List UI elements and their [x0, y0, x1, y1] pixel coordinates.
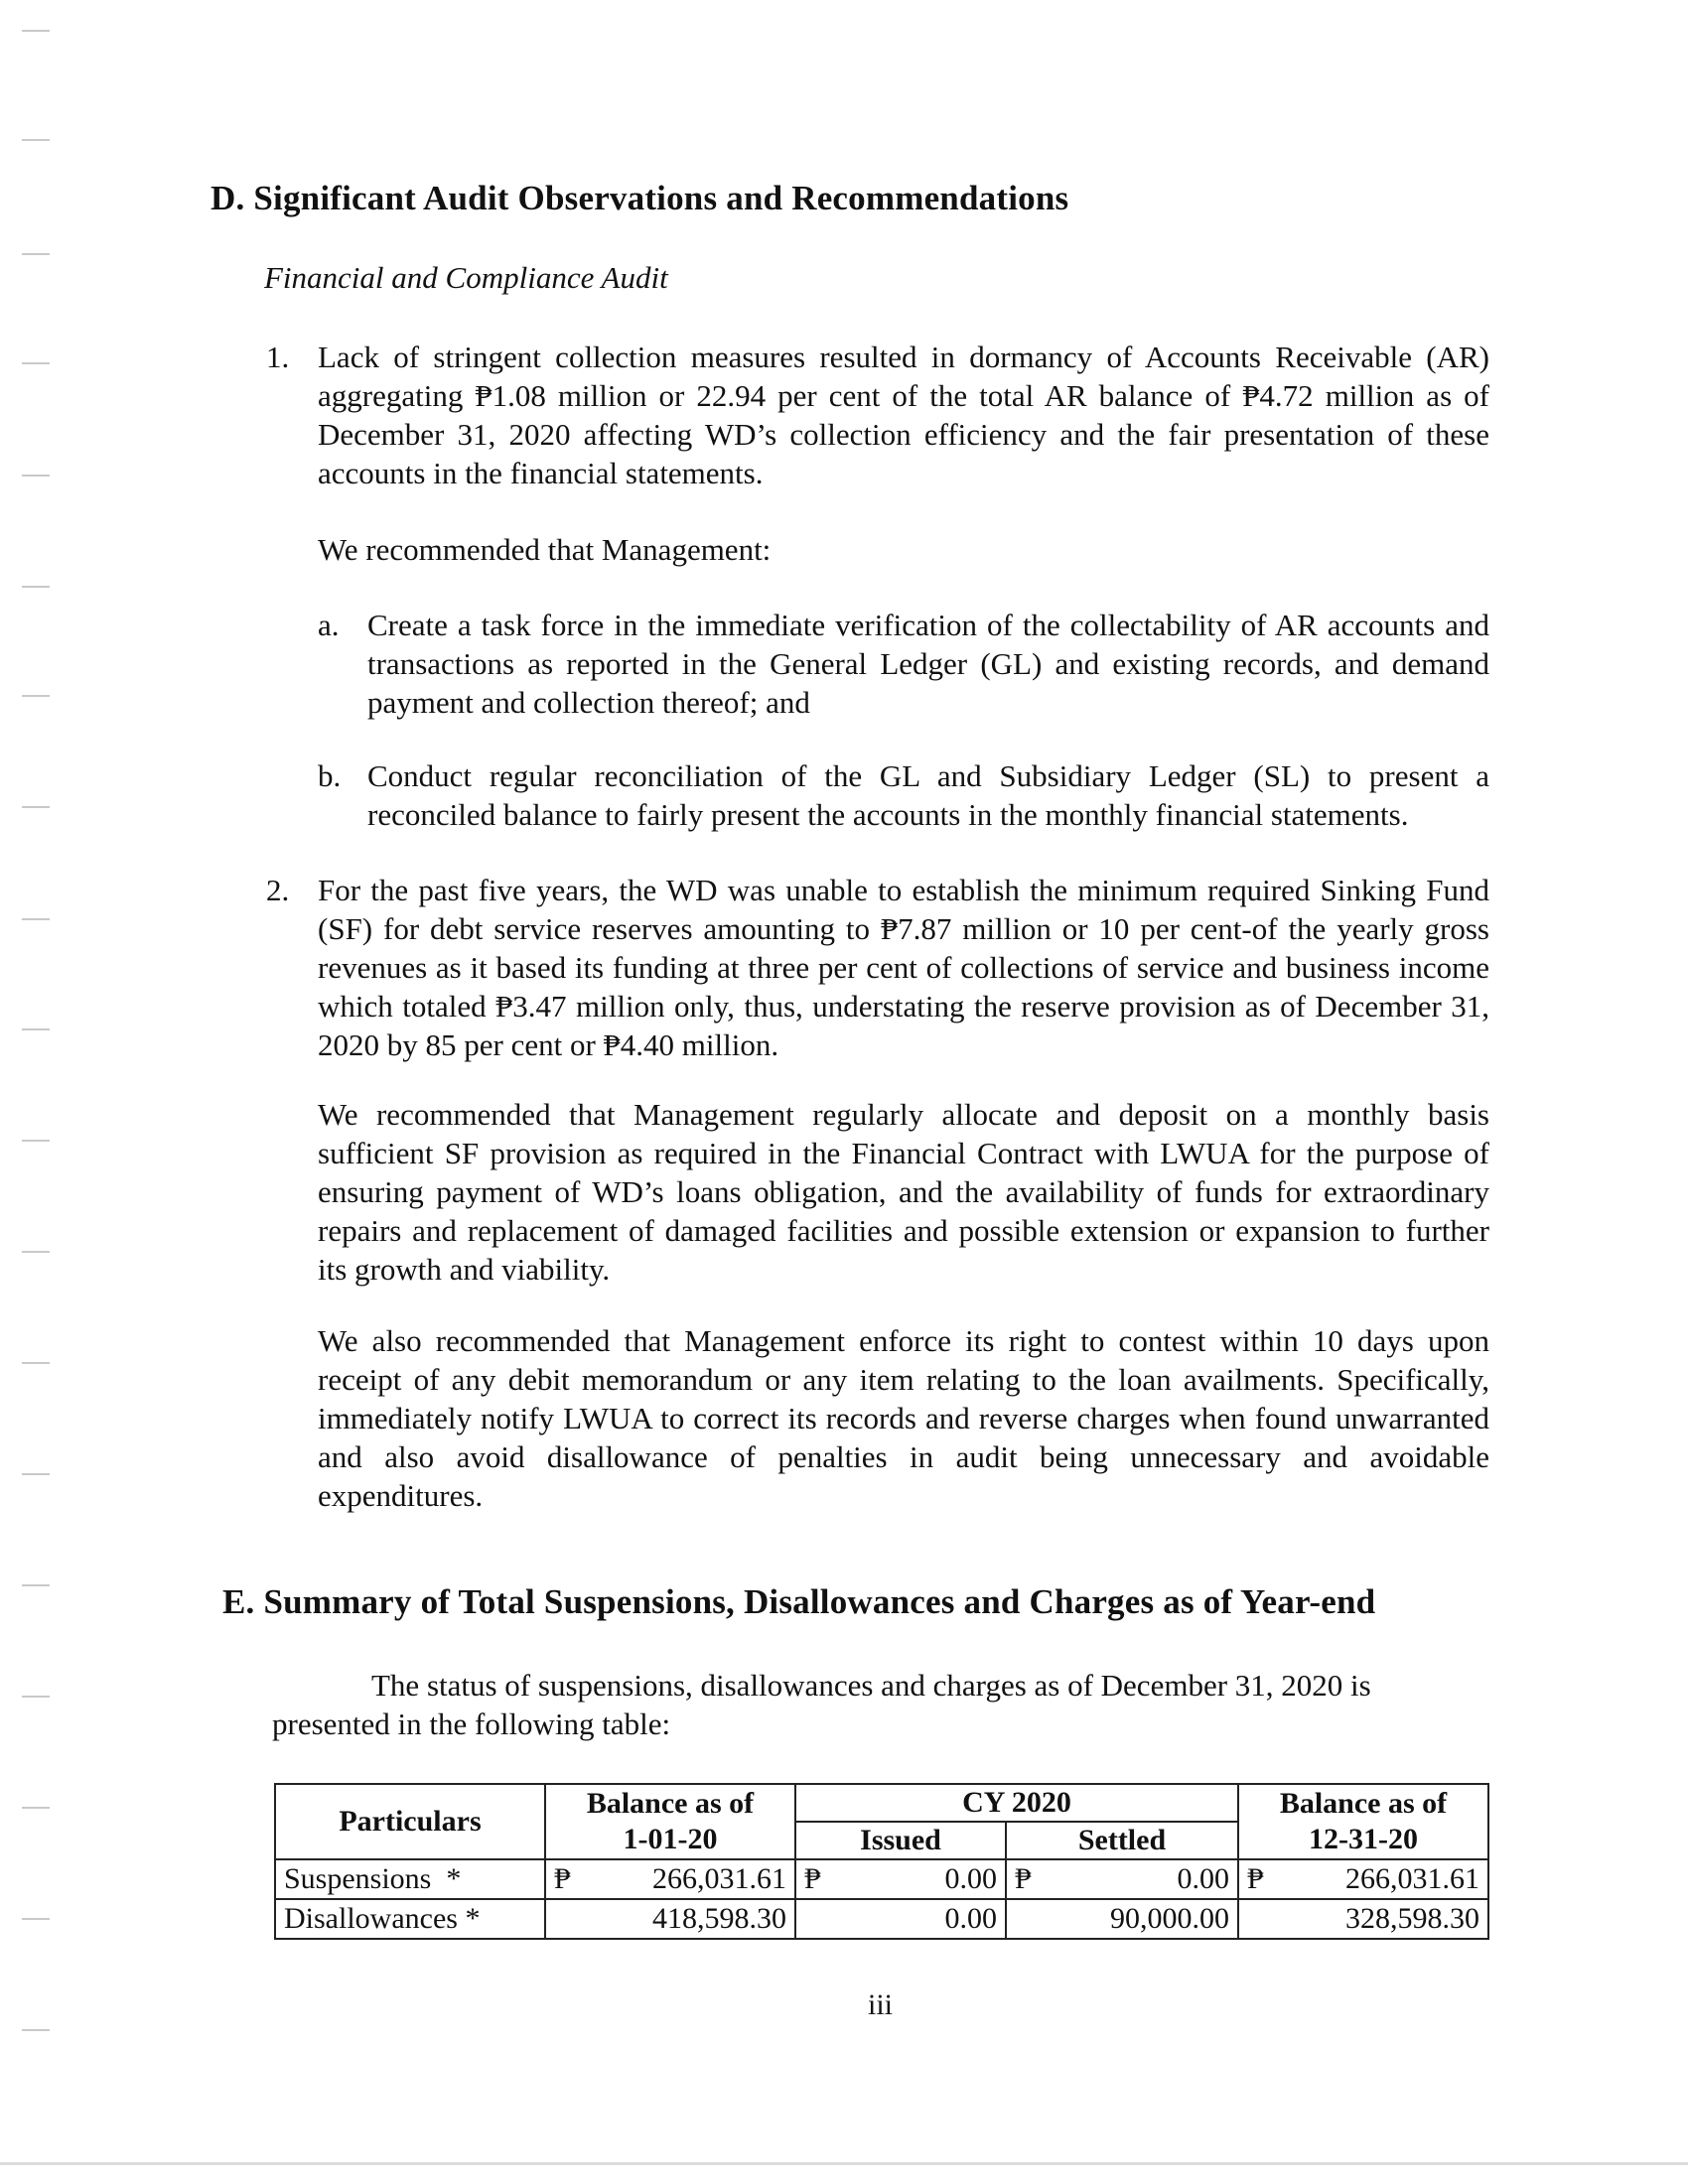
- item-2-number: 2.: [266, 873, 290, 907]
- suspensions-disallowances-table: [274, 1783, 1489, 1940]
- settled-value: 0.00: [1177, 1862, 1229, 1895]
- header-closing-line1: Balance as of: [1279, 1787, 1448, 1820]
- closing-value: 266,031.61: [1345, 1862, 1479, 1895]
- scan-margin-marks: [22, 0, 52, 2184]
- section-e-intro: The status of suspensions, disallowances and charges as of December 31, 2020 is presented in the following table:: [272, 1668, 1371, 1741]
- header-closing-balance: [1238, 1784, 1488, 1859]
- scan-bottom-edge: [0, 2162, 1688, 2165]
- row-issued: [795, 1859, 1006, 1899]
- header-particulars: Particulars: [275, 1784, 545, 1859]
- item-1a-text: Create a task force in the immediate verification of the collectability of AR accounts and transactions as reported in the General Ledger (GL) and existing records, and demand payment and collection thereof; and: [367, 608, 1489, 720]
- item-1-number: 1.: [266, 340, 290, 374]
- row-opening: [545, 1859, 795, 1899]
- section-d-subheading: Financial and Compliance Audit: [264, 260, 668, 295]
- opening-value: 266,031.61: [652, 1862, 786, 1895]
- row-closing: [1238, 1859, 1488, 1899]
- item-2-observation: For the past five years, the WD was unable to establish the minimum required Sinking Fund (SF) for debt service reserves amounting to ₱7.87 million or 10 per cent-of the yearly gross revenues as it based its funding at three per cent of collections of service and business income which totaled ₱3.47 million only, thus, understating the reserve provision as of December 31, 2020 by 85 per cent or ₱4.40 million.: [318, 873, 1489, 1062]
- item-1b-text: Conduct regular reconciliation of the GL and Subsidiary Ledger (SL) to present a reconciled balance to fairly present the accounts in the monthly financial statements.: [367, 758, 1489, 832]
- peso-sign: ₱: [1247, 1862, 1264, 1895]
- peso-sign: ₱: [554, 1862, 571, 1895]
- row-settled: [1006, 1859, 1238, 1899]
- header-settled: Settled: [1006, 1822, 1238, 1859]
- page-number: iii: [868, 1988, 894, 2021]
- table-row: [275, 1899, 1488, 1939]
- item-1-observation: Lack of stringent collection measures resulted in dormancy of Accounts Receivable (AR) aggregating ₱1.08 million or 22.94 per cent of the total AR balance of ₱4.72 million as of December 31, 2020 affecting WD’s collection efficiency and the fair presentation of these accounts in the financial statements.: [318, 340, 1489, 490]
- item-2-recommendation-1: We recommended that Management regularly allocate and deposit on a monthly basis sufficient SF provision as required in the Financial Contract with LWUA for the purpose of ensuring payment of WD’s loans obligation, and the availability of funds for extraordinary repairs and replacement of damaged facilities and possible extension or expansion to further its growth and viability.: [318, 1097, 1489, 1287]
- item-1b-letter: b.: [318, 758, 342, 793]
- item-1a-letter: a.: [318, 608, 340, 642]
- settled-value: 90,000.00: [1006, 1899, 1238, 1939]
- section-e-heading: E. Summary of Total Suspensions, Disallowances and Charges as of Year-end: [222, 1582, 1376, 1621]
- row-particulars: Disallowances *: [275, 1899, 545, 1939]
- opening-value: 418,598.30: [545, 1899, 795, 1939]
- item-1-recommendation-intro: We recommended that Management:: [318, 532, 772, 567]
- peso-sign: ₱: [804, 1862, 821, 1895]
- table-row: [275, 1859, 1488, 1899]
- issued-value: 0.00: [795, 1899, 1006, 1939]
- header-cy-2020: CY 2020: [795, 1784, 1238, 1822]
- row-particulars: Suspensions *: [275, 1859, 545, 1899]
- item-2-recommendation-2: We also recommended that Management enforce its right to contest within 10 days upon receipt of any debit memorandum or any item relating to the loan availments. Specifically, immediately notify LWUA to correct its records and reverse charges when found unwarranted and also avoid disallowance of penalties in audit being unnecessary and avoidable expenditures.: [318, 1323, 1489, 1513]
- header-closing-line2: 12-31-20: [1309, 1823, 1418, 1855]
- peso-sign: ₱: [1015, 1862, 1032, 1895]
- header-opening-line1: Balance as of: [586, 1787, 755, 1820]
- header-opening-line2: 1-01-20: [623, 1823, 718, 1855]
- header-opening-balance: [545, 1784, 795, 1859]
- closing-value: 328,598.30: [1238, 1899, 1488, 1939]
- issued-value: 0.00: [944, 1862, 997, 1895]
- section-d-heading: D. Significant Audit Observations and Recommendations: [211, 179, 1069, 217]
- header-issued: Issued: [795, 1822, 1006, 1859]
